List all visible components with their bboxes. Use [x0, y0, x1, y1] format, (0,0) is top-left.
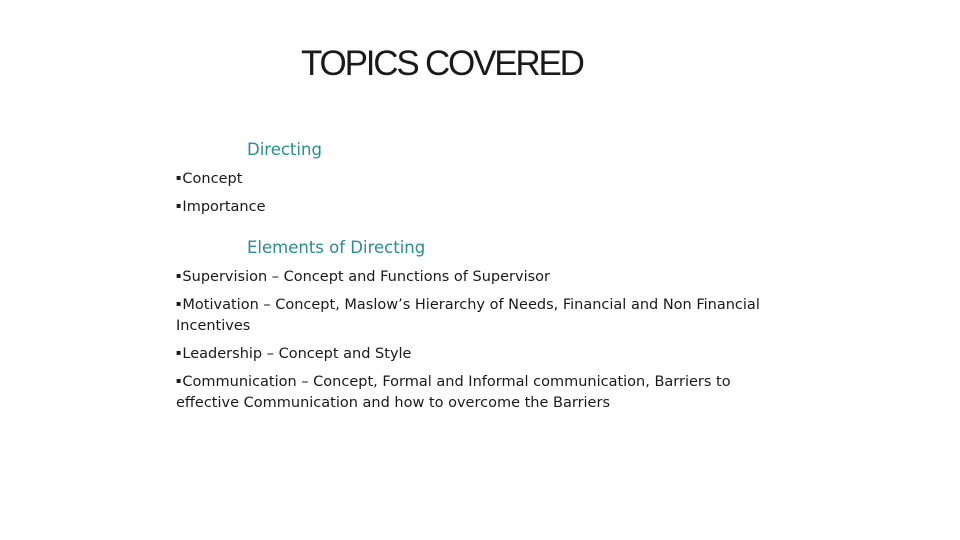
bullet-icon: ▪ — [176, 271, 182, 280]
bullet-text: Leadership – Concept and Style — [182, 346, 412, 362]
slide-content — [176, 138, 766, 414]
bullet-item — [176, 342, 766, 365]
section-heading-elements-of-directing: Elements of Directing — [247, 238, 426, 257]
bullet-text: Communication – Concept, Formal and Informal communication, Barriers to effective Communication and how to overcome the Barriers — [176, 374, 731, 411]
bullet-icon: ▪ — [176, 376, 182, 385]
bullet-text: Concept — [182, 171, 243, 187]
bullet-item — [176, 293, 766, 337]
bullet-icon: ▪ — [176, 173, 182, 182]
bullet-text: Importance — [182, 199, 266, 215]
bullet-item — [176, 265, 766, 288]
bullet-item — [176, 195, 766, 218]
slide-title: TOPICS COVERED — [301, 44, 583, 83]
bullet-text: Supervision – Concept and Functions of Supervisor — [182, 269, 550, 285]
bullet-item — [176, 167, 766, 190]
bullet-icon: ▪ — [176, 348, 182, 357]
bullet-item — [176, 370, 766, 414]
section-heading-directing: Directing — [247, 140, 322, 159]
bullet-icon: ▪ — [176, 299, 182, 308]
bullet-icon: ▪ — [176, 201, 182, 210]
bullet-text: Motivation – Concept, Maslow’s Hierarchy of Needs, Financial and Non Financial Incentives — [176, 297, 760, 334]
